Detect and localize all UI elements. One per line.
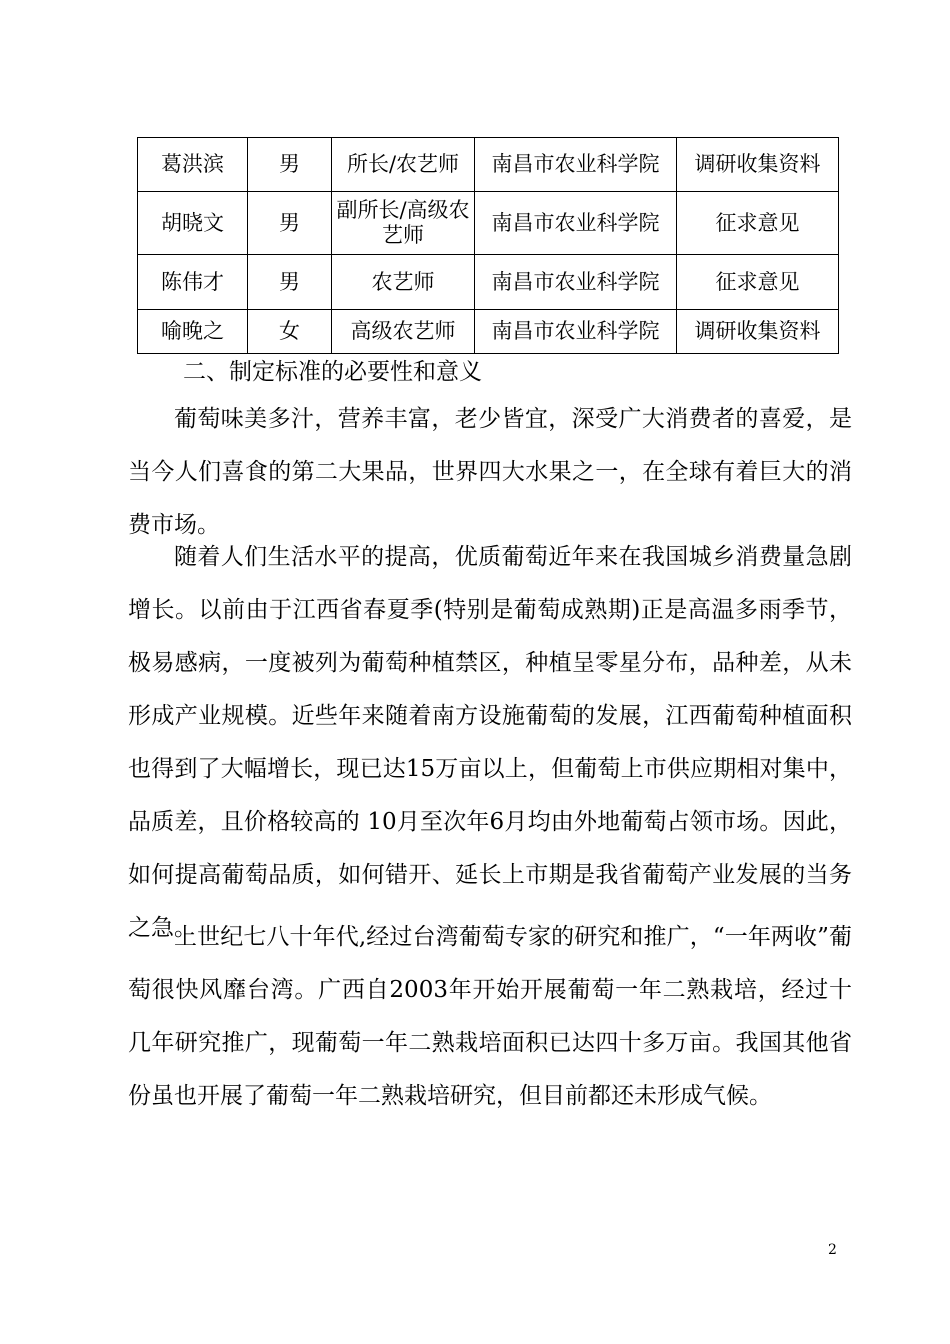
- table-row: [138, 255, 839, 310]
- title-cell: 副所长/高级农艺师: [332, 192, 475, 255]
- gender-cell: 女: [248, 310, 332, 354]
- name-cell: 胡晓文: [138, 192, 248, 255]
- table-row: [138, 192, 839, 255]
- gender-cell: 男: [248, 255, 332, 310]
- name-cell: 陈伟才: [138, 255, 248, 310]
- name-cell: 葛洪滨: [138, 138, 248, 192]
- task-cell: 征求意见: [677, 255, 839, 310]
- name-cell: 喻晚之: [138, 310, 248, 354]
- organization-cell: 南昌市农业科学院: [475, 310, 677, 354]
- paragraph-two-harvests: 上世纪七八十年代,经过台湾葡萄专家的研究和推广，“一年两收”葡萄很快风靡台湾。广西自2003年开始开展葡萄一年二熟栽培，经过十几年研究推广，现葡萄一年二熟栽培面积已达四十多万亩。我国其他省份虽也开展了葡萄一年二熟栽培研究，但目前都还未形成气候。: [128, 924, 852, 1109]
- organization-cell: 南昌市农业科学院: [475, 192, 677, 255]
- task-cell: 征求意见: [677, 192, 839, 255]
- page-number: 2: [828, 1242, 837, 1258]
- table-row: [138, 310, 839, 354]
- gender-cell: 男: [248, 192, 332, 255]
- gender-cell: 男: [248, 138, 332, 192]
- section-heading: 二、制定标准的必要性和意义: [183, 359, 482, 385]
- organization-cell: 南昌市农业科学院: [475, 138, 677, 192]
- organization-cell: 南昌市农业科学院: [475, 255, 677, 310]
- table-row: [138, 138, 839, 192]
- paragraph-market: 葡萄味美多汁，营养丰富，老少皆宜，深受广大消费者的喜爱，是当今人们喜食的第二大果品，世界四大水果之一，在全球有着巨大的消费市场。: [128, 406, 852, 538]
- title-cell: 所长/农艺师: [332, 138, 475, 192]
- title-cell: 农艺师: [332, 255, 475, 310]
- task-cell: 调研收集资料: [677, 310, 839, 354]
- staff-table: [137, 137, 839, 354]
- title-cell: 高级农艺师: [332, 310, 475, 354]
- task-cell: 调研收集资料: [677, 138, 839, 192]
- paragraph-jiangxi-industry: 随着人们生活水平的提高，优质葡萄近年来在我国城乡消费量急剧增长。以前由于江西省春夏季(特别是葡萄成熟期)正是高温多雨季节，极易感病，一度被列为葡萄种植禁区，种植呈零星分布，品种差，从未形成产业规模。近些年来随着南方设施葡萄的发展，江西葡萄种植面积也得到了大幅增长，现已达15万亩以上，但葡萄上市供应期相对集中，品质差，且价格较高的 10月至次年6月均由外地葡萄占领市场。因此，如何提高葡萄品质，如何错开、延长上市期是我省葡萄产业发展的当务之急。: [128, 544, 852, 941]
